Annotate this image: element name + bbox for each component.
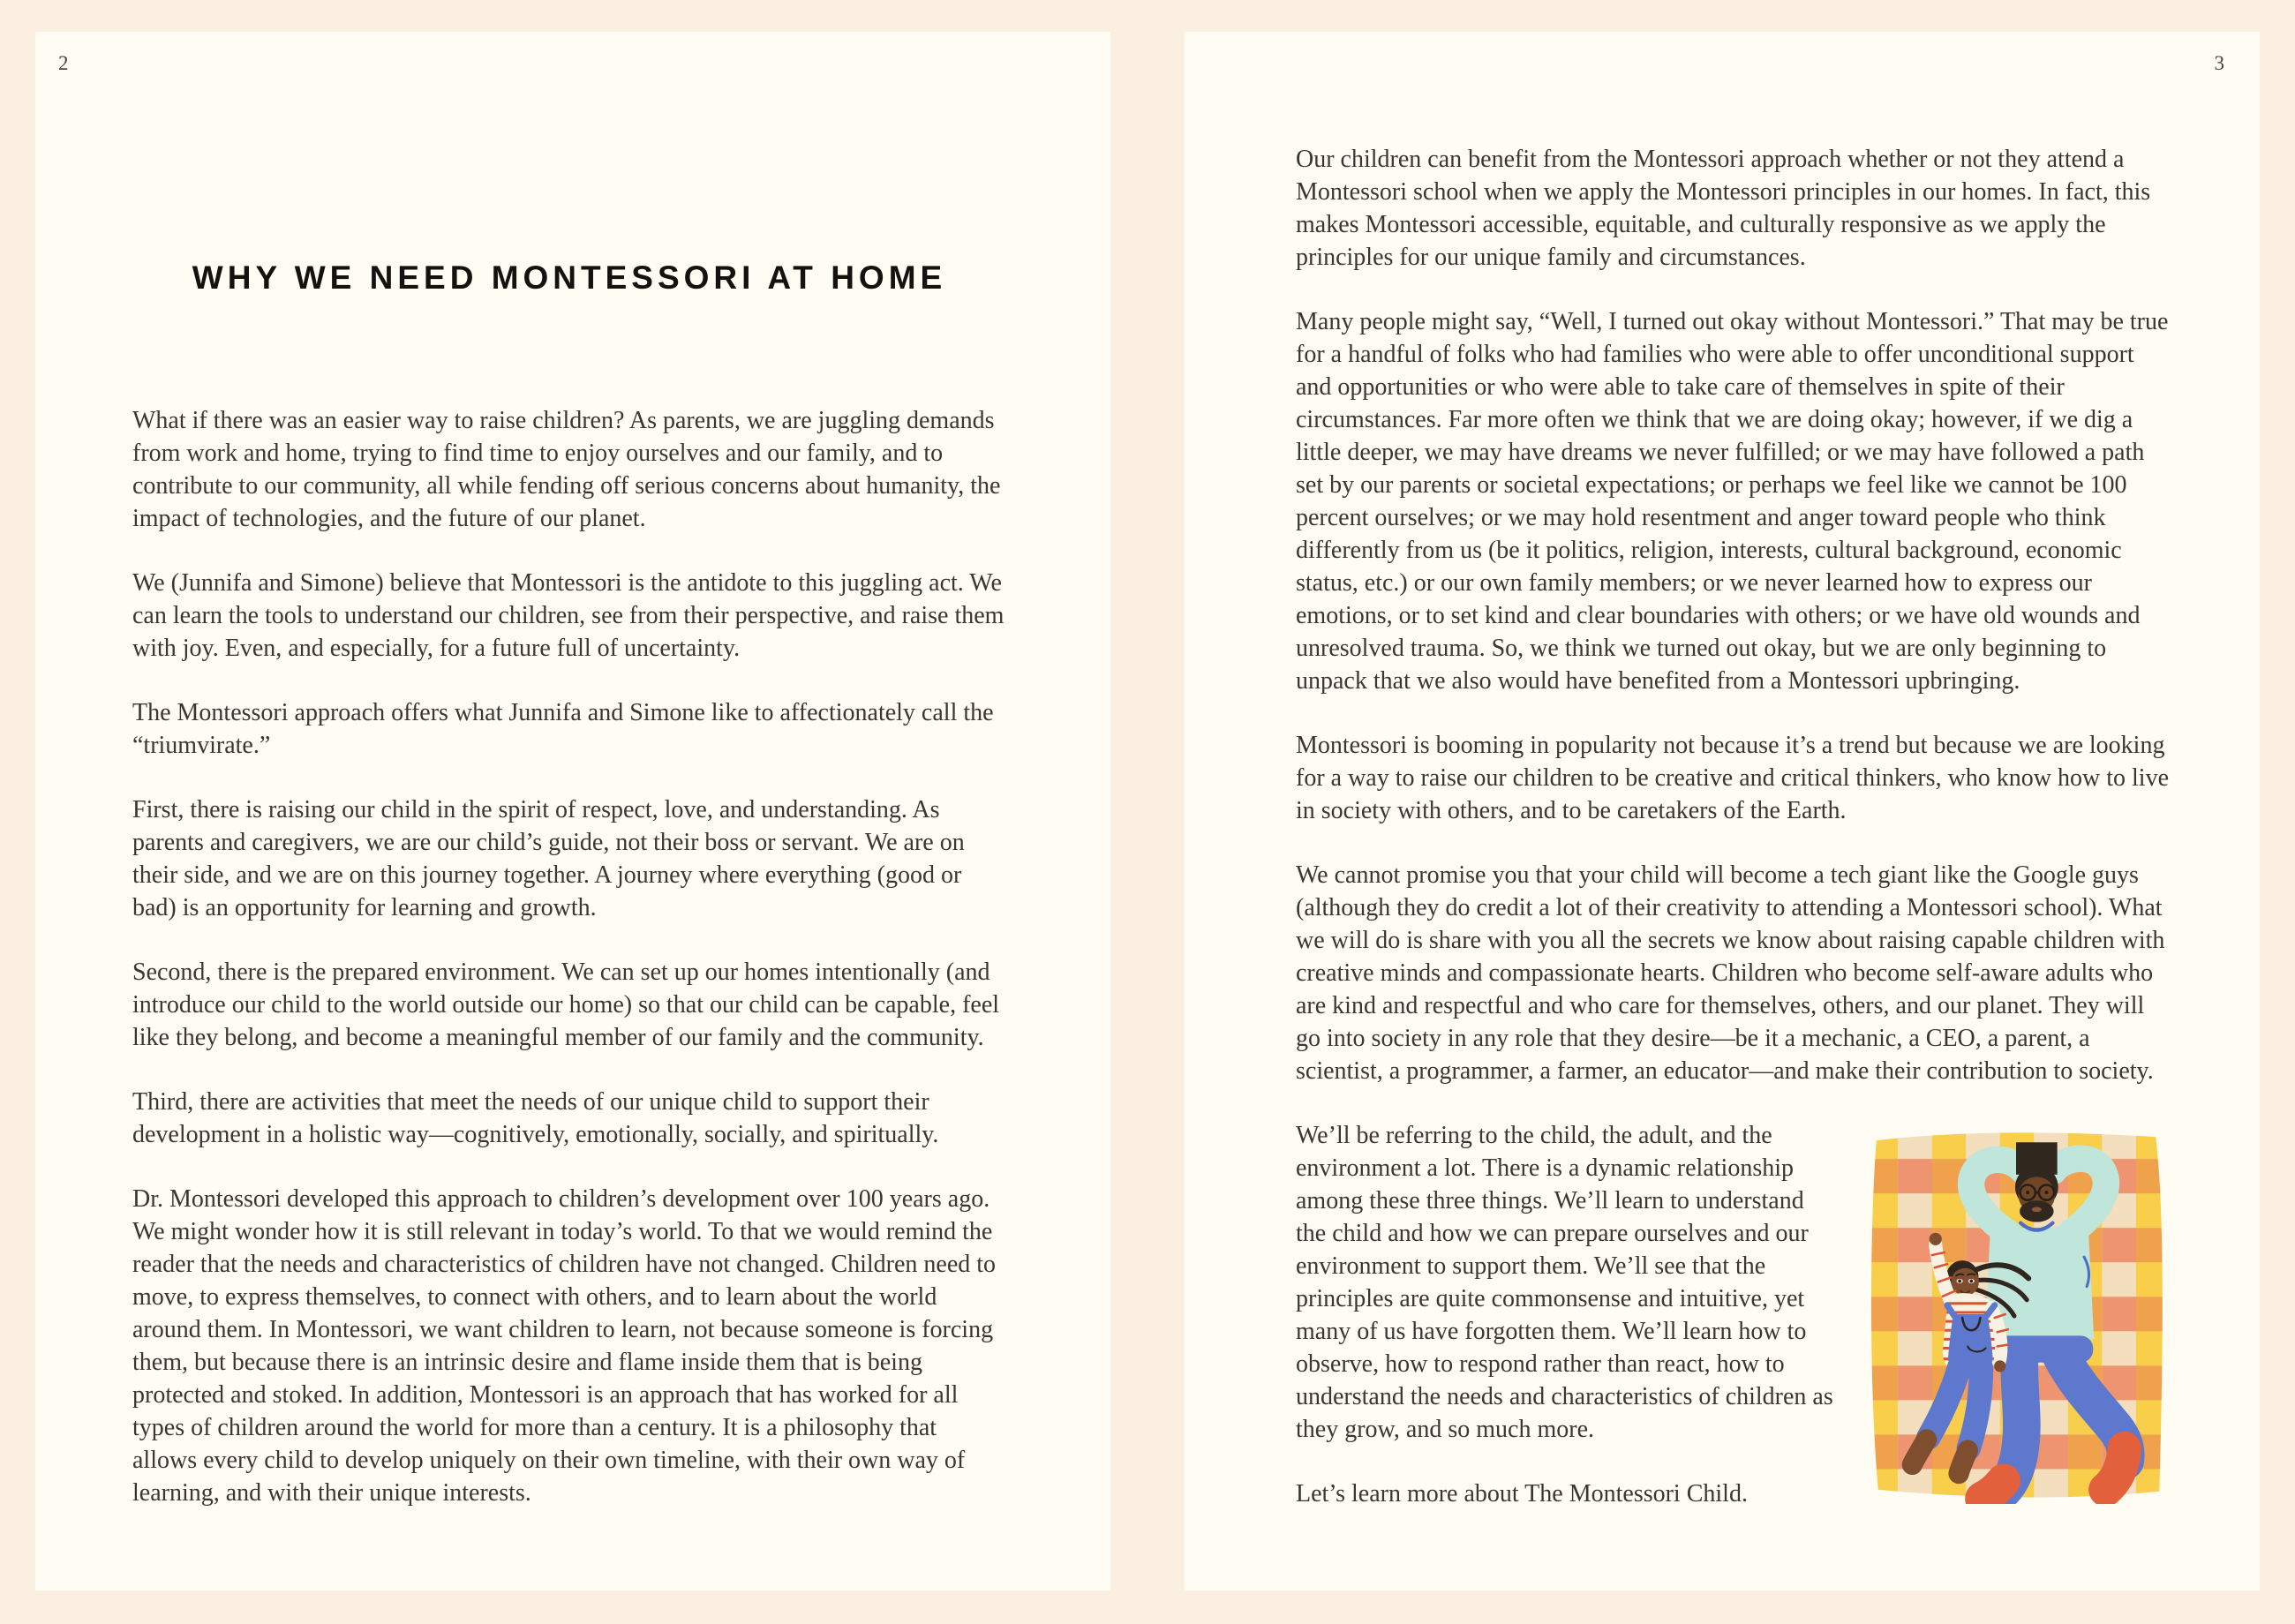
paragraph: Let’s learn more about The Montessori Child. bbox=[1296, 1480, 1748, 1507]
family-blanket-illustration bbox=[1862, 1124, 2170, 1504]
paragraph: Third, there are activities that meet the needs of our unique child to support their development in a holistic way—cognitively, emotionally, socially, and spiritually. bbox=[132, 1088, 939, 1149]
paragraph: Second, there is the prepared environment. We can set up our homes intentionally (and introduce our child to the world outside our home) so that our child can be capable, feel like they belong, and become a meaningful member of our family and the community. bbox=[132, 959, 1000, 1052]
paragraph: Our children can benefit from the Montessori approach whether or not they attend a Montessori school when we apply the Montessori principles in our homes. In fact, this makes Montessori accessible, equitable, and culturally responsive as we apply the principles for our unique family and circumstances. bbox=[1296, 146, 2151, 271]
paragraph: Dr. Montessori developed this approach to children’s development over 100 years ago. We might wonder how it is still relevant in today’s world. To that we would remind the reader that the needs and characteristics of children have not changed. Children need to move, to express themselves, to connect with others, and to learn about the world around them. In Montessori, we want children to learn, not because someone is forcing them, but because there is an intrinsic desire and flame inside them that is being protected and stoked. In addition, Montessori is an approach that has worked for all types of children around the world for more than a century. It is a philosophy that allows every child to develop uniquely on their own timeline, with their own way of learning, and with their unique interests. bbox=[132, 1185, 997, 1507]
page-number-right: 3 bbox=[2214, 52, 2224, 74]
paragraph: The Montessori approach offers what Junnifa and Simone like to affectionately call the “triumvirate.” bbox=[132, 699, 994, 760]
page-left-content bbox=[35, 258, 1110, 1509]
page-right bbox=[1185, 32, 2260, 1590]
paragraph: First, there is raising our child in the spirit of respect, love, and understanding. As parents and caregivers, we are our child’s guide, not their boss or servant. We are on their side, and we are on this journey together. A journey where everything (good or bad) is an opportunity for learning and growth. bbox=[132, 796, 965, 922]
paragraph: Montessori is booming in popularity not because it’s a trend but because we are looking for a way to raise our children to be creative and critical thinkers, who know how to live in society with others, and to be caretakers of the Earth. bbox=[1296, 732, 2170, 824]
page-right-content bbox=[1185, 32, 2260, 1510]
paragraph: We cannot promise you that your child will become a tech giant like the Google guys (although they do credit a lot of their creativity to attending a Montessori school). What we will do is share with you all the secrets we know about raising capable children with creative minds and compassionate hearts. Children who become self-aware adults who are kind and respectful and who care for themselves, others, and our planet. They will go into society in any role that they desire—be it a mechanic, a CEO, a parent, a scientist, a programmer, a farmer, an educator—and make their contribution to society. bbox=[1296, 861, 2165, 1085]
page-number-left: 2 bbox=[58, 52, 69, 74]
chapter-title: WHY WE NEED MONTESSORI AT HOME bbox=[192, 259, 947, 296]
paragraph: Many people might say, “Well, I turned out okay without Montessori.” That may be true for a handful of folks who had families who were able to offer unconditional support and opportunities or who were able to take care of themselves in spite of their circumstances. Far more often we think that we are doing okay; however, if we dig a little deeper, we may have dreams we never fulfilled; or we may have followed a path set by our parents or societal expectations; or perhaps we feel like we cannot be 100 percent ourselves; or we may hold resentment and anger toward people who think differently from us (be it politics, religion, interests, cultural background, economic status, etc.) or our own family members; or we never learned how to express our emotions, or to set kind and clear boundaries with others; or we have old wounds and unresolved trauma. So, we think we turned out okay, but we are only beginning to unpack that we also would have benefited from a Montessori upbringing. bbox=[1296, 308, 2169, 695]
page-left bbox=[35, 32, 1110, 1590]
paragraph: We’ll be referring to the child, the adult, and the environment a lot. There is a dynamic relationship among these three things. We’ll learn to understand the child and how we can prepare ourselves and our environment to support them. We’ll see that the principles are quite commonsense and intuitive, yet many of us have forgotten them. We’ll learn how to observe, how to respond rather than react, how to understand the needs and characteristics of children as they grow, and so much more. bbox=[1296, 1122, 1833, 1443]
paragraph: We (Junnifa and Simone) believe that Montessori is the antidote to this juggling act. We can learn the tools to understand our children, see from their perspective, and raise them with joy. Even, and especially, for a future full of uncertainty. bbox=[132, 569, 1005, 663]
paragraph: What if there was an easier way to raise children? As parents, we are juggling demands from work and home, trying to find time to enjoy ourselves and our family, and to contribute to our community, all while fending off serious concerns about humanity, the impact of technologies, and the future of our planet. bbox=[132, 407, 1001, 533]
